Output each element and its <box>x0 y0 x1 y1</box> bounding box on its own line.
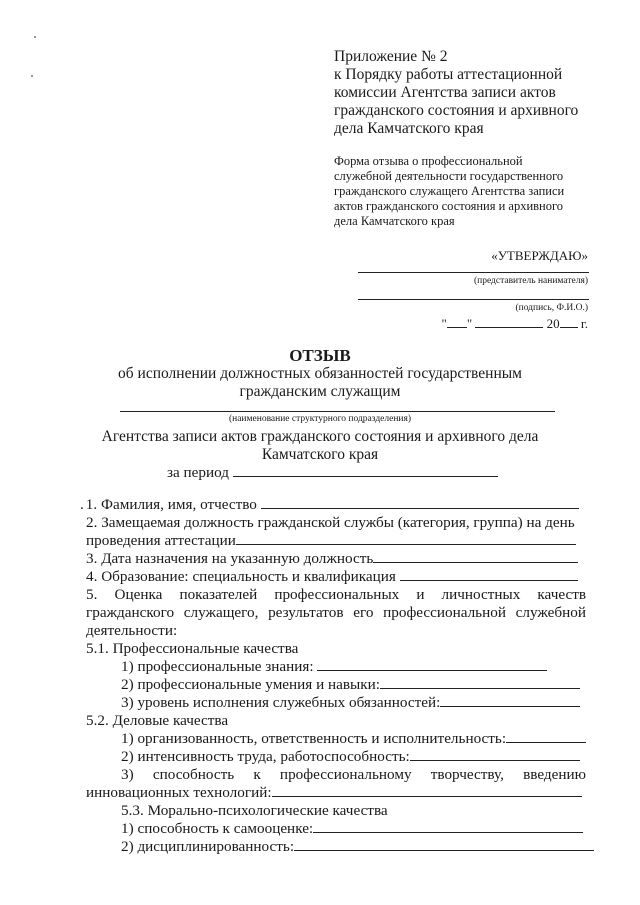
prof-knowledge <box>121 658 547 676</box>
item-fio <box>80 496 579 514</box>
period-row <box>167 464 498 482</box>
appendix-line: к Порядку работы аттестационной <box>334 66 563 83</box>
signature-line <box>358 299 589 300</box>
date-quote-close: " <box>466 316 473 331</box>
item-label: инновационных технологий: <box>86 784 272 801</box>
day-blank <box>447 315 467 328</box>
appointment-blank <box>373 550 578 563</box>
subtitle-line: гражданским служащим <box>239 383 401 400</box>
item-evaluation-line: деятельности: <box>86 622 178 639</box>
approval-date <box>442 315 589 332</box>
form-note-line: актов гражданского состояния и архивного <box>334 199 564 213</box>
section-business: 5.2. Деловые качества <box>86 712 229 729</box>
self-assessment-blank <box>313 820 583 833</box>
duty-level <box>121 694 580 712</box>
item-evaluation-line: 5. Оценка показателей профессиональных и личностных качеств <box>86 586 586 603</box>
section-professional: 5.1. Профессиональные качества <box>86 640 299 657</box>
item-label: 2) дисциплинированность: <box>121 838 295 855</box>
discipline <box>121 838 594 856</box>
period-blank <box>233 464 498 477</box>
appendix-header <box>334 48 578 138</box>
creativity-line: 3) способность к профессиональному творчеству, введению <box>121 766 586 783</box>
form-note <box>334 154 564 229</box>
item-label: 3) уровень исполнения служебных обязанностей: <box>121 694 441 711</box>
item-education <box>86 568 578 586</box>
item-appointment-date <box>86 550 578 568</box>
document-title: ОТЗЫВ <box>289 346 351 365</box>
month-blank <box>475 315 543 328</box>
subtitle-line: об исполнении должностных обязанностей государственным <box>118 365 522 382</box>
prof-skills-blank <box>380 676 580 689</box>
section-moral: 5.3. Морально-психологические качества <box>121 802 388 819</box>
date-suffix: г. <box>580 316 588 331</box>
duty-level-blank <box>440 694 580 707</box>
item-position: 2. Замещаемая должность гражданской службы (категория, группа) на день <box>86 514 575 531</box>
signature-caption: (подпись, Ф.И.О.) <box>515 303 588 313</box>
item-label: 3. Дата назначения на указанную должность <box>86 550 374 567</box>
period-label: за период <box>167 464 230 481</box>
position-blank <box>236 532 576 545</box>
appendix-line: Приложение № 2 <box>334 48 448 65</box>
appendix-line: комиссии Агентства записи актов <box>334 84 556 101</box>
agency-line: Камчатского края <box>261 446 379 463</box>
department-line <box>120 411 555 412</box>
appendix-line: гражданского состояния и архивного <box>334 102 579 119</box>
creativity-blank <box>272 784 582 797</box>
intensity-blank <box>410 748 580 761</box>
prof-skills <box>121 676 580 694</box>
item-position-cont <box>86 532 576 550</box>
item-label: 2) интенсивность труда, работоспособность: <box>121 748 410 765</box>
form-note-line: дела Камчатского края <box>334 214 455 228</box>
creativity-cont <box>86 784 582 802</box>
item-evaluation-line: гражданского служащего, результатов его профессиональной служебной <box>86 604 586 621</box>
item-label: 1) организованность, ответственность и исполнительность: <box>121 730 507 747</box>
date-year: 20 <box>546 316 560 331</box>
self-assessment <box>121 820 583 838</box>
year-blank <box>560 315 578 328</box>
appendix-line: дела Камчатского края <box>334 120 484 137</box>
scan-dot <box>34 36 36 38</box>
employer-caption: (представитель нанимателя) <box>473 276 588 286</box>
agency-line: Агентства записи актов гражданского состояния и архивного дела <box>101 428 539 445</box>
item-label: 4. Образование: специальность и квалификация <box>86 568 396 585</box>
scan-dot <box>31 75 33 77</box>
approval-heading: «УТВЕРЖДАЮ» <box>491 248 588 263</box>
organization <box>121 730 586 748</box>
form-note-line: Форма отзыва о профессиональной <box>334 154 523 168</box>
item-label: 1) способность к самооценке: <box>121 820 314 837</box>
scan-dot-inline: . <box>80 496 84 513</box>
organization-blank <box>506 730 586 743</box>
education-blank <box>400 568 578 581</box>
discipline-blank <box>294 838 594 851</box>
item-label: 2) профессиональные умения и навыки: <box>121 676 380 693</box>
date-quote-open: " <box>441 316 447 331</box>
form-note-line: служебной деятельности государственного <box>334 169 564 183</box>
employer-line <box>358 272 589 273</box>
item-label: проведения аттестации <box>86 532 236 549</box>
form-note-line: гражданского служащего Агентства записи <box>334 184 565 198</box>
prof-knowledge-blank <box>317 658 547 671</box>
intensity <box>121 748 580 766</box>
department-caption: (наименование структурного подразделения) <box>228 414 412 424</box>
fio-blank <box>261 496 579 509</box>
item-label: 1) профессиональные знания: <box>121 658 314 675</box>
item-label: 1. Фамилия, имя, отчество <box>85 496 257 513</box>
